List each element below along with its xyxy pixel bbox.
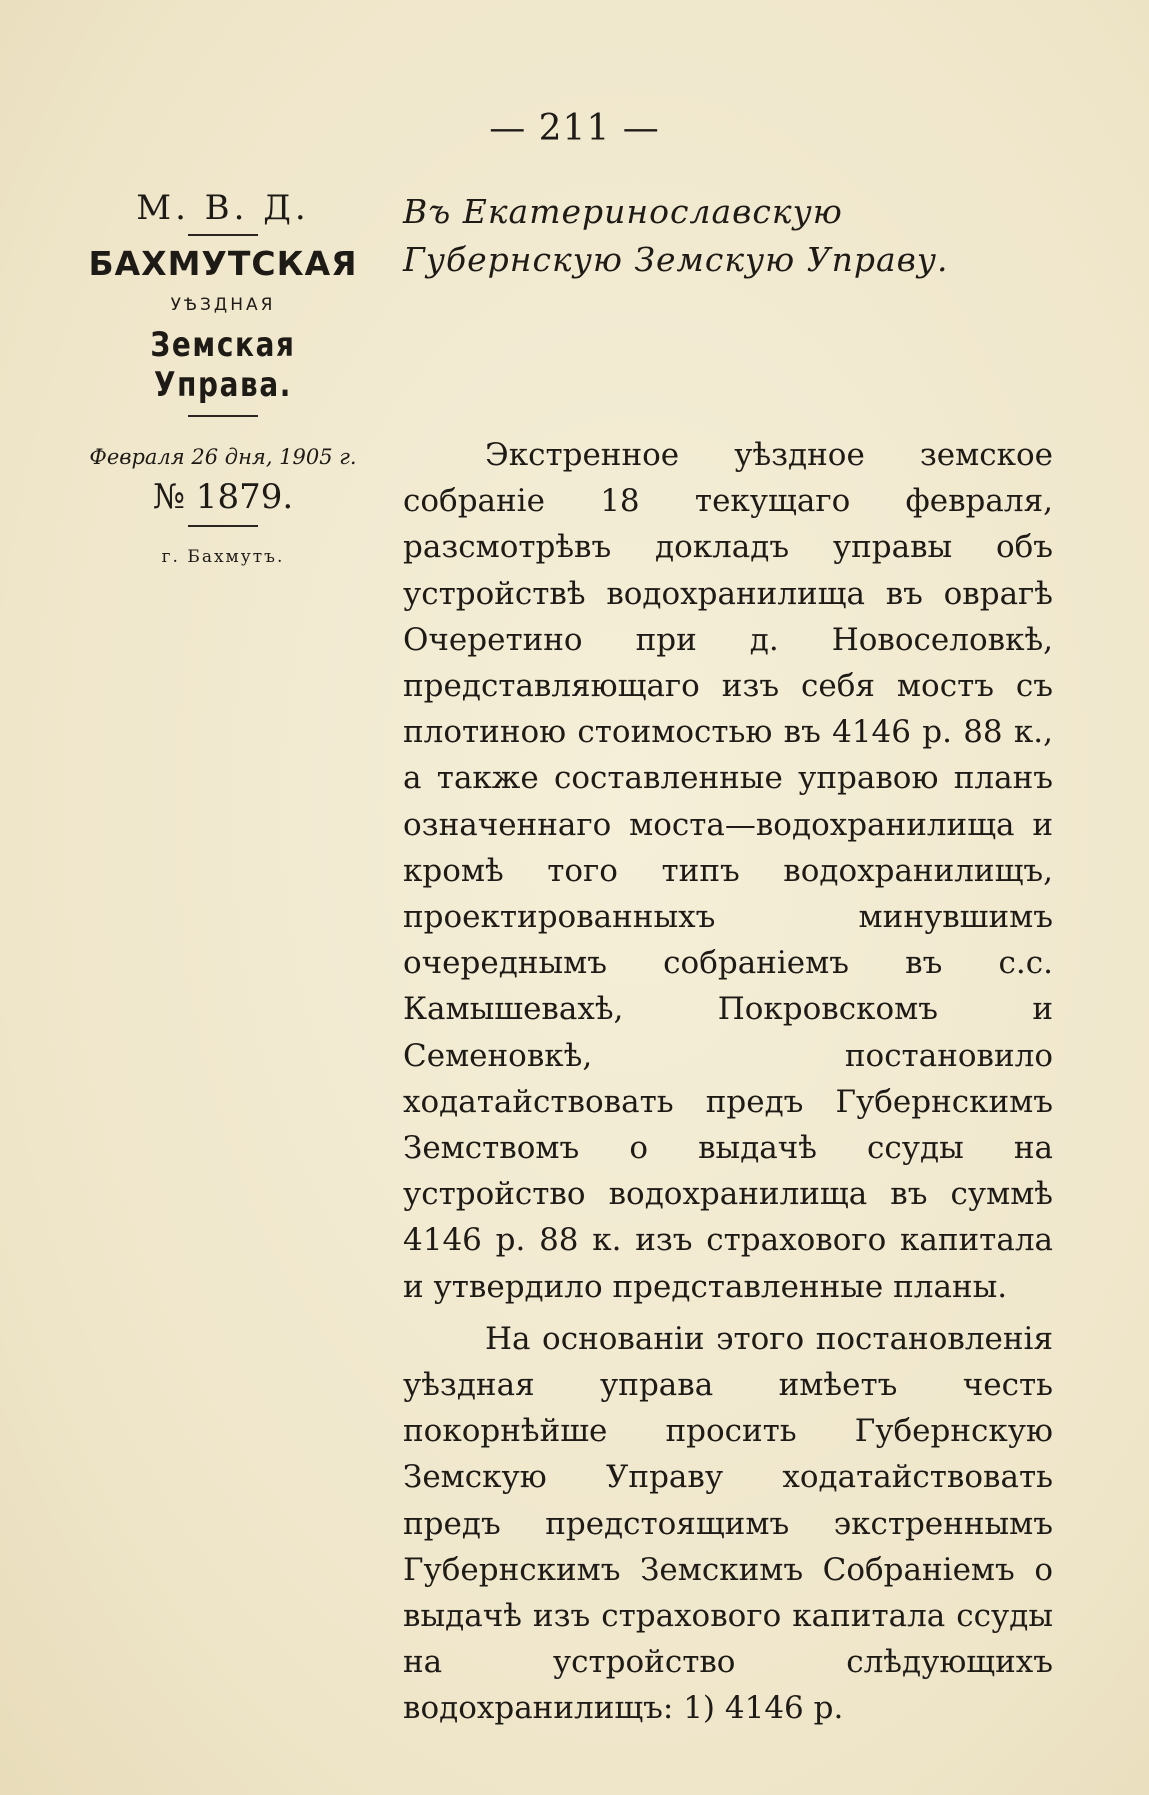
body-paragraph-2: На основаніи этого постановленія уѣздная управа имѣетъ честь покорнѣйше просить Губернскую Земскую Управу ходатайствовать предъ предстоящимъ экстреннымъ Губернскимъ Земскимъ Собраніемъ о выдачѣ изъ страхового капитала ссуды на устройство слѣдующихъ водохранилищъ: 1) 4146 р. xyxy=(403,1320,1053,1727)
document-date: Февраля 26 дня, 1905 г. xyxy=(89,445,357,469)
addressee: Въ Екатеринославскую Губернскую Земскую Управу. xyxy=(403,192,949,279)
document-number: № 1879. xyxy=(152,477,294,517)
district-name: БАХМУТСКАЯ xyxy=(88,244,358,283)
letter-body xyxy=(403,432,1053,1732)
ministry-abbreviation: М. В. Д. xyxy=(136,188,310,228)
document-town: г. Бахмутъ. xyxy=(161,547,285,567)
body-paragraph-1: Экстренное уѣздное земское собраніе 18 текущаго февраля, разсмотрѣвъ докладъ управы объ устройствѣ водохранилища въ оврагѣ Очеретино при д. Новоселовкѣ, представляющаго изъ себя мостъ съ плотиною стоимостью въ 4146 р. 88 к., а также составленные управою планъ означеннаго моста—водохранилища и кромѣ того типъ водохранилищъ, проектированныхъ минувшимъ очереднымъ собраніемъ въ с.с. Камышевахѣ, Покровскомъ и Семеновкѣ, постановило ходатайствовать предъ Губернскимъ Земствомъ о выдачѣ ссуды на устройство водохранилища въ суммѣ 4146 р. 88 к. изъ страхового капитала и утвердило представленные планы. xyxy=(403,437,1053,1305)
divider xyxy=(188,234,258,236)
district-type: УѢЗДНАЯ xyxy=(170,295,276,315)
divider xyxy=(188,415,258,417)
letterhead xyxy=(58,188,388,567)
board-name: Земская Управа. xyxy=(150,325,296,405)
divider xyxy=(188,525,258,527)
page-number: — 211 — xyxy=(489,108,660,149)
